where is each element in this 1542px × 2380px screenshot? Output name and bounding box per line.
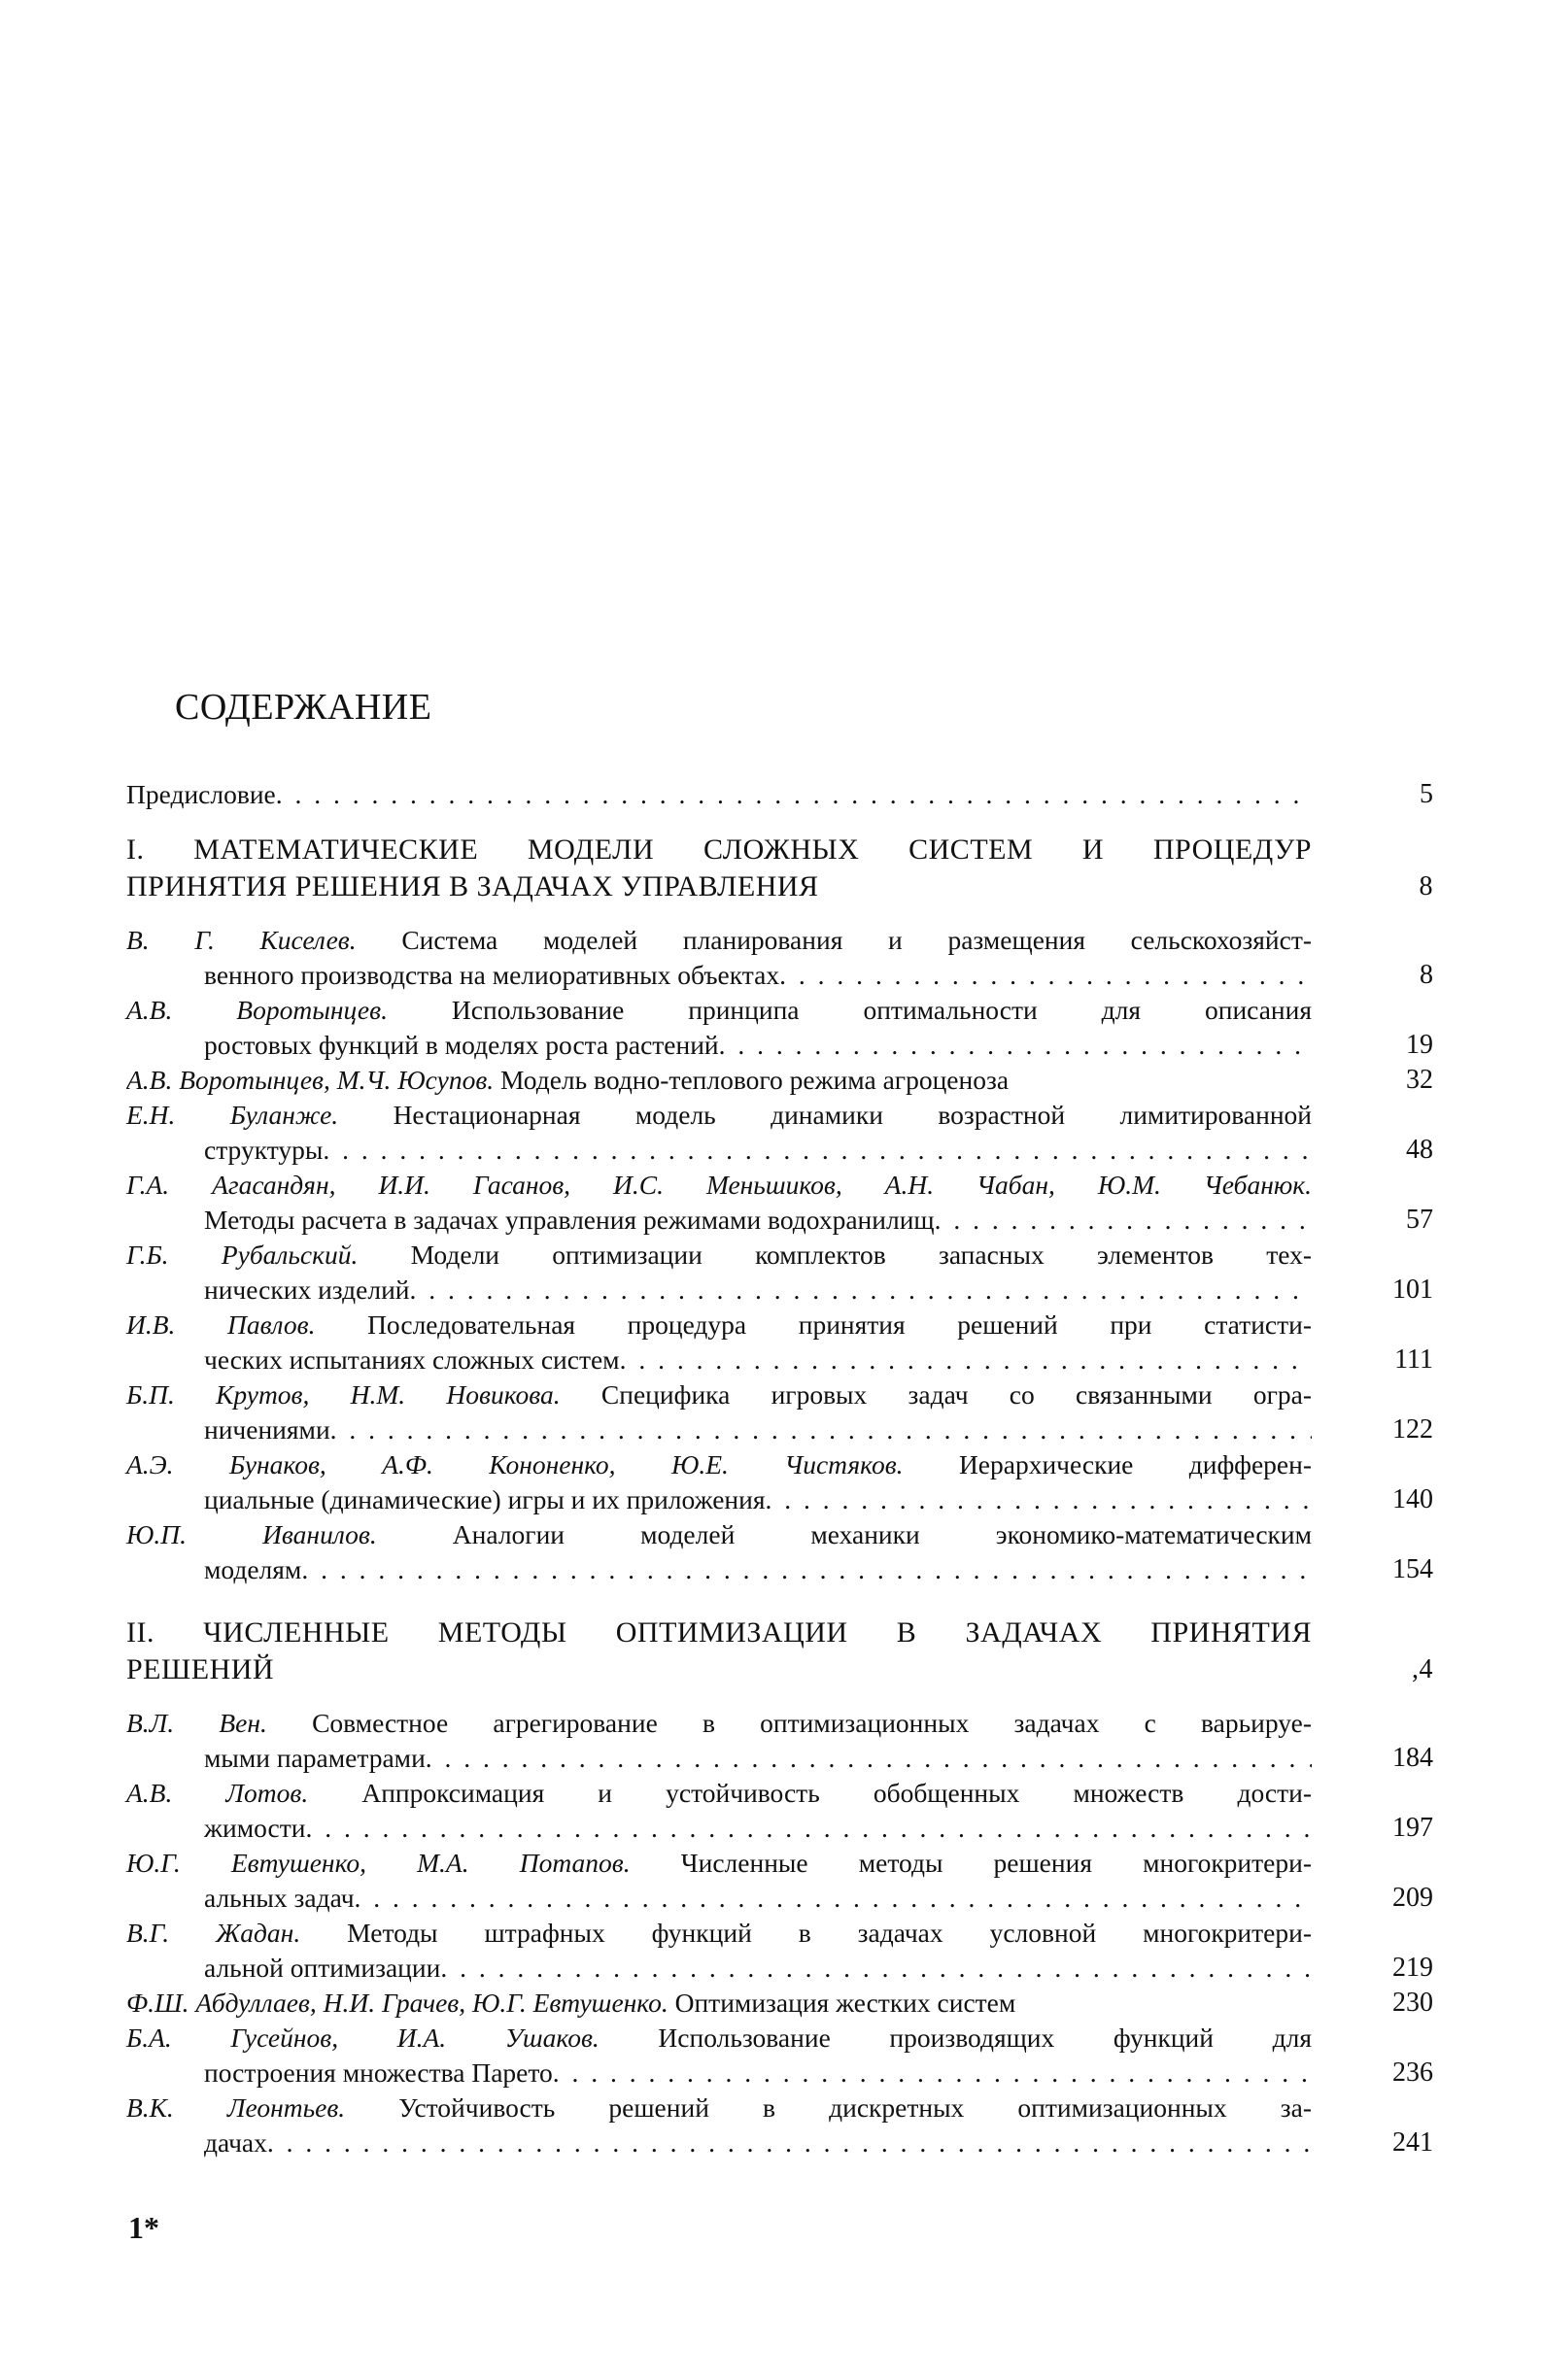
dot-leader bbox=[410, 1273, 1312, 1308]
entry-authors: Б.П. Крутов, Н.М. Новикова. bbox=[126, 1379, 561, 1410]
section-title-line-2: РЕШЕНИЙ bbox=[126, 1653, 275, 1685]
toc-entry[interactable] bbox=[126, 923, 1433, 993]
entry-authors: А.В. Лотов. bbox=[126, 1778, 309, 1808]
page-number: 230 bbox=[1392, 1988, 1433, 2018]
entry-title: Модели оптимизации комплектов запасных элементов тех- bbox=[410, 1240, 1313, 1270]
toc-entry[interactable] bbox=[126, 1063, 1433, 1098]
entry-authors: Ф.Ш. Абдуллаев, Н.И. Грачев, Ю.Г. Евтушенко. bbox=[126, 1988, 668, 2018]
entry-authors: Г.Б. Рубальский. bbox=[126, 1240, 359, 1270]
entry-authors: Е.Н. Буланже. bbox=[126, 1100, 339, 1130]
dot-leader bbox=[301, 1552, 1312, 1587]
page-number: 184 bbox=[1392, 1743, 1433, 1773]
entry-title: Специфика игровых задач со связанными огра- bbox=[600, 1379, 1312, 1410]
page-number: 32 bbox=[1406, 1065, 1433, 1095]
entry-title: Последовательная процедура принятия решений при статисти- bbox=[367, 1309, 1313, 1340]
entry-title: Устойчивость решений в дискретных оптимизационных за- bbox=[398, 2092, 1312, 2123]
toc-entry[interactable] bbox=[126, 1168, 1433, 1238]
entry-authors: Б.А. Гусейнов, И.А. Ушаков. bbox=[126, 2023, 600, 2053]
entry-title-continued: ростовых функций в моделях роста растений bbox=[204, 1030, 719, 1060]
toc-entry[interactable] bbox=[126, 1238, 1433, 1308]
toc-entry[interactable] bbox=[126, 2091, 1433, 2160]
entry-title-continued: альных задач bbox=[204, 1883, 355, 1913]
entry-title: Нестационарная модель динамики возрастной лимитированной bbox=[393, 1100, 1313, 1130]
toc-entry[interactable] bbox=[126, 1517, 1433, 1587]
dot-leader bbox=[267, 2125, 1312, 2160]
entry-title-continued: Методы расчета в задачах управления режимами водохранилищ bbox=[204, 1205, 935, 1235]
page-number: 209 bbox=[1392, 1883, 1433, 1913]
page-number: 48 bbox=[1406, 1135, 1433, 1165]
page-number: 101 bbox=[1392, 1275, 1433, 1305]
toc-entry[interactable] bbox=[126, 1098, 1433, 1168]
toc-entry[interactable] bbox=[126, 1776, 1433, 1846]
toc-entry[interactable] bbox=[126, 1916, 1433, 1986]
dot-leader bbox=[779, 958, 1312, 993]
page-number: 140 bbox=[1392, 1484, 1433, 1514]
page-title: СОДЕРЖАНИЕ bbox=[175, 687, 432, 728]
section-title-line-2: ПРИНЯТИЯ РЕШЕНИЯ В ЗАДАЧАХ УПРАВЛЕНИЯ bbox=[126, 870, 819, 902]
section-heading-1[interactable] bbox=[126, 832, 1433, 905]
entry-authors: В.Г. Жадан. bbox=[126, 1918, 301, 1948]
toc-entry[interactable] bbox=[126, 1308, 1433, 1377]
signature-mark: 1* bbox=[128, 2210, 159, 2245]
page-number: ,4 bbox=[1412, 1654, 1433, 1684]
entry-title-continued: дачах bbox=[204, 2127, 267, 2158]
page-number: 57 bbox=[1406, 1205, 1433, 1235]
toc-entry[interactable] bbox=[126, 1447, 1433, 1517]
dot-leader bbox=[935, 1203, 1312, 1238]
entry-authors: Г.А. Агасандян, И.И. Гасанов, И.С. Меньшиков, А.Н. Чабан, Ю.М. Чебанюк. bbox=[126, 1170, 1312, 1200]
entry-title-continued: ческих испытаниях сложных систем bbox=[204, 1344, 620, 1375]
entry-title: Оптимизация жестких систем bbox=[674, 1988, 1016, 2018]
page-number: 19 bbox=[1406, 1030, 1433, 1060]
dot-leader bbox=[553, 2056, 1312, 2091]
page-number: 197 bbox=[1392, 1813, 1433, 1843]
toc-entry[interactable] bbox=[126, 1986, 1433, 2021]
entry-authors: А.В. Воротынцев, М.Ч. Юсупов. bbox=[126, 1065, 495, 1095]
dot-leader bbox=[276, 777, 1312, 812]
dot-leader bbox=[766, 1482, 1313, 1517]
page-number: 241 bbox=[1392, 2127, 1433, 2158]
entry-title-continued: мыми параметрами bbox=[204, 1743, 426, 1773]
entry-title: Предисловие bbox=[126, 779, 276, 809]
entry-title-continued: структуры bbox=[204, 1135, 324, 1165]
section-heading-2[interactable] bbox=[126, 1615, 1433, 1688]
entry-title-continued: ничениями bbox=[204, 1414, 330, 1445]
entry-authors: А.Э. Бунаков, А.Ф. Кононенко, Ю.Е. Чистяков. bbox=[126, 1449, 904, 1479]
entry-title: Численные методы решения многокритери- bbox=[680, 1848, 1312, 1878]
dot-leader bbox=[426, 1741, 1312, 1776]
section-title-line-1: II. ЧИСЛЕННЫЕ МЕТОДЫ ОПТИМИЗАЦИИ В ЗАДАЧАХ ПРИНЯТИЯ bbox=[126, 1616, 1312, 1649]
entry-title: Модель водно-теплового режима агроценоза bbox=[500, 1065, 1010, 1095]
page-number: 154 bbox=[1392, 1554, 1433, 1584]
dot-leader bbox=[440, 1951, 1312, 1986]
entry-authors: А.В. Воротынцев. bbox=[126, 995, 388, 1025]
entry-authors: В.Л. Вен. bbox=[126, 1708, 267, 1738]
page-number: 236 bbox=[1392, 2057, 1433, 2088]
entry-authors: В. Г. Киселев. bbox=[126, 925, 357, 955]
page-number: 8 bbox=[1419, 871, 1433, 901]
entry-title-continued: нических изделий bbox=[204, 1275, 410, 1305]
page-number: 8 bbox=[1420, 960, 1433, 990]
entry-title: Использование принципа оптимальности для описания bbox=[451, 995, 1312, 1025]
dot-leader bbox=[306, 1811, 1313, 1846]
entry-title: Аппроксимация и устойчивость обобщенных множеств дости- bbox=[361, 1778, 1312, 1808]
dot-leader bbox=[355, 1881, 1312, 1916]
toc-entry[interactable] bbox=[126, 1706, 1433, 1776]
dot-leader bbox=[620, 1343, 1312, 1377]
entry-title-continued: жимости bbox=[204, 1813, 306, 1843]
dot-leader bbox=[323, 1133, 1312, 1168]
toc-entry[interactable] bbox=[126, 1377, 1433, 1447]
entry-title-continued: моделям bbox=[204, 1554, 302, 1584]
entry-title: Использование производящих функций для bbox=[658, 2023, 1312, 2053]
page-number: 219 bbox=[1392, 1953, 1433, 1983]
entry-title: Система моделей планирования и размещения сельскохозяйст- bbox=[401, 925, 1312, 955]
entry-authors: В.К. Леонтьев. bbox=[126, 2092, 346, 2123]
page-number: 5 bbox=[1420, 779, 1433, 809]
dot-leader bbox=[330, 1412, 1312, 1447]
entry-title: Методы штрафных функций в задачах условной многокритери- bbox=[347, 1918, 1312, 1948]
entry-title-continued: венного производства на мелиоративных объектах bbox=[204, 960, 780, 990]
entry-title-continued: циальные (динамические) игры и их приложения bbox=[204, 1484, 766, 1514]
dot-leader bbox=[719, 1028, 1312, 1063]
entry-authors: Ю.Г. Евтушенко, М.А. Потапов. bbox=[126, 1848, 631, 1878]
page-number: 111 bbox=[1394, 1344, 1433, 1375]
section-title-line-1: I. МАТЕМАТИЧЕСКИЕ МОДЕЛИ СЛОЖНЫХ СИСТЕМ И ПРОЦЕДУР bbox=[126, 833, 1312, 866]
toc-entry[interactable] bbox=[126, 2021, 1433, 2091]
toc-entry[interactable] bbox=[126, 1846, 1433, 1916]
entry-authors: Ю.П. Иванилов. bbox=[126, 1519, 377, 1549]
page-number: 122 bbox=[1392, 1414, 1433, 1445]
entry-title: Иерархические дифферен- bbox=[958, 1449, 1312, 1479]
entry-title-continued: построения множества Парето bbox=[204, 2057, 553, 2088]
toc-entry-preface[interactable] bbox=[126, 777, 1433, 812]
toc-entry[interactable] bbox=[126, 993, 1433, 1063]
entry-authors: И.В. Павлов. bbox=[126, 1309, 316, 1340]
entry-title-continued: альной оптимизации bbox=[204, 1953, 441, 1983]
entry-title: Аналогии моделей механики экономико-математическим bbox=[452, 1519, 1313, 1549]
entry-title: Совместное агрегирование в оптимизационных задачах с варьируе- bbox=[312, 1708, 1313, 1738]
table-of-contents bbox=[126, 777, 1433, 2160]
